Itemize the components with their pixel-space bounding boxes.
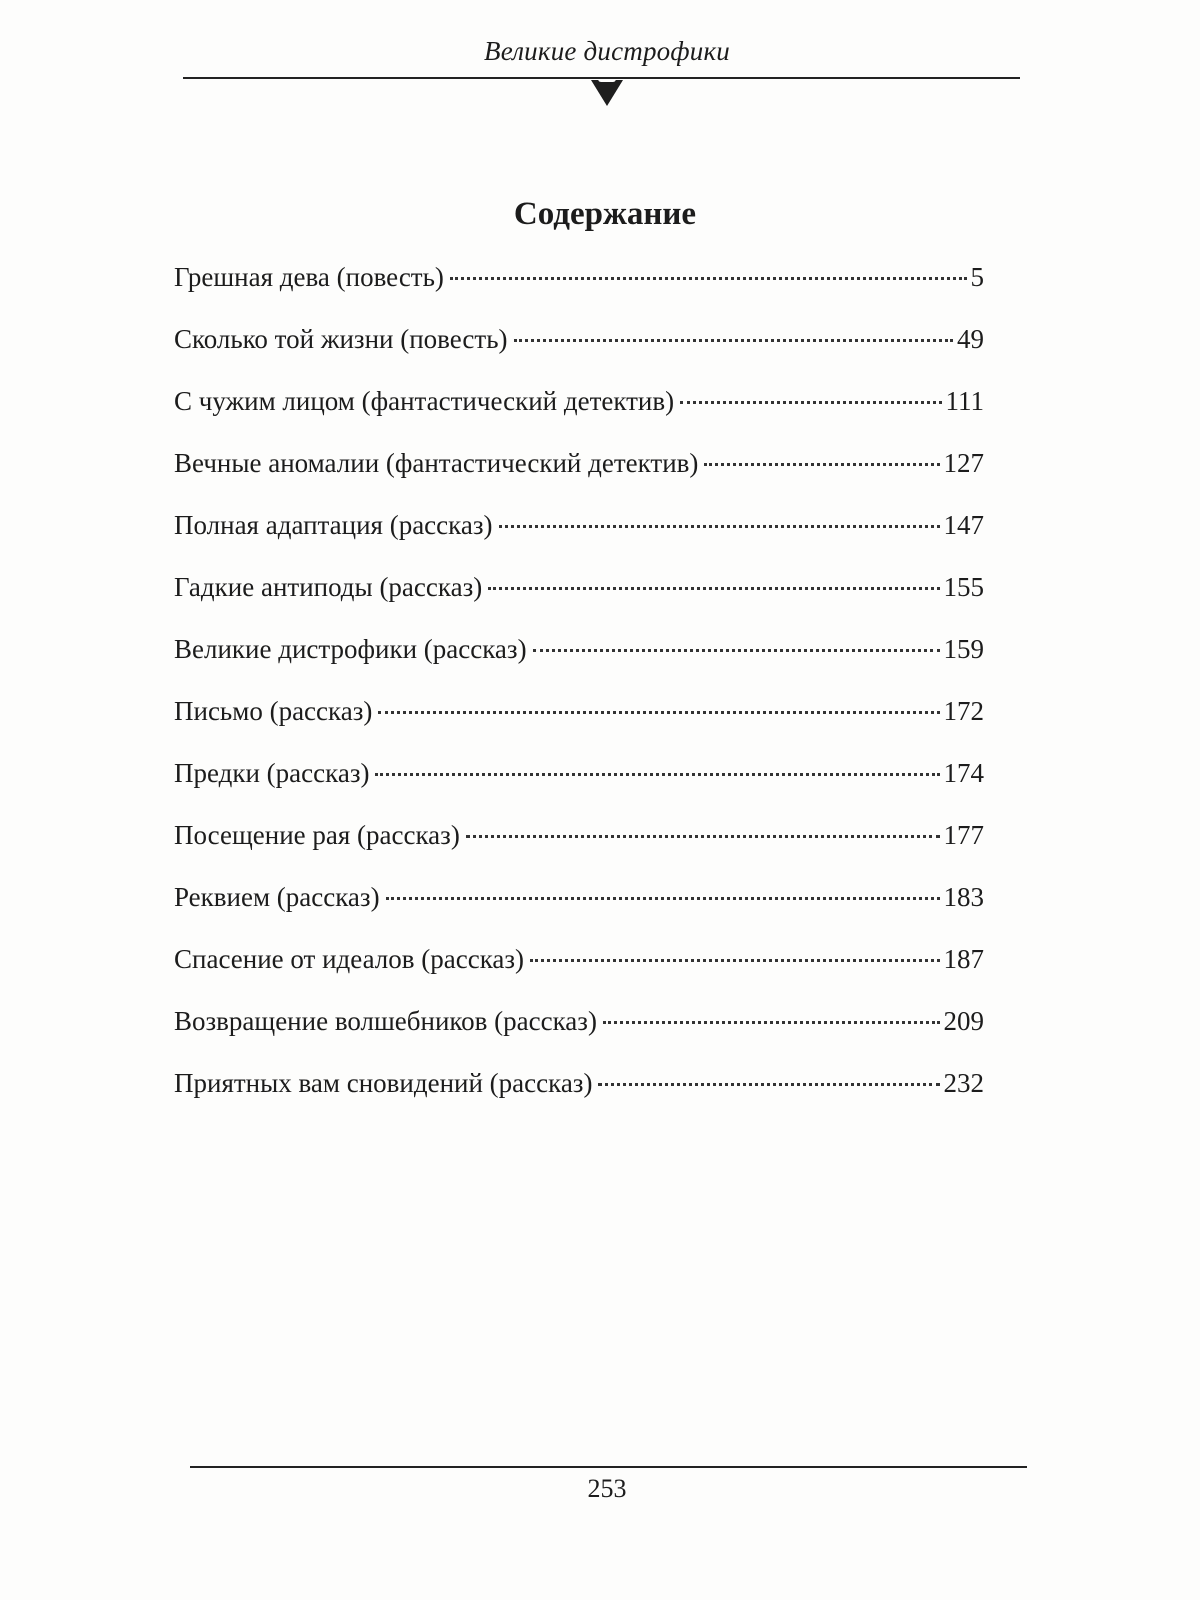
dot-leader xyxy=(514,339,953,342)
dot-leader xyxy=(680,401,941,404)
toc-entry-page: 183 xyxy=(943,882,984,912)
toc-entry-page: 232 xyxy=(943,1068,984,1098)
toc-entry xyxy=(174,448,984,510)
page-number: 253 xyxy=(587,1474,627,1503)
toc-entry-page: 174 xyxy=(943,758,984,788)
toc-entry-title: Полная адаптация (рассказ) xyxy=(174,510,493,540)
toc-entry-title: Гадкие антиподы (рассказ) xyxy=(174,572,483,602)
toc-entry-page: 159 xyxy=(943,634,984,664)
ornament-notch xyxy=(598,79,616,82)
toc-entry xyxy=(174,572,984,634)
toc-entry-page: 127 xyxy=(943,448,984,478)
toc-entry-page: 5 xyxy=(970,262,984,292)
toc-entry-title: Предки (рассказ) xyxy=(174,758,370,788)
toc-entry xyxy=(174,820,984,882)
dot-leader xyxy=(704,463,939,466)
toc-entry-page: 177 xyxy=(943,820,984,850)
toc-entry-page: 147 xyxy=(943,510,984,540)
toc-entry xyxy=(174,1068,984,1130)
toc-list xyxy=(174,262,984,1130)
running-header: Великие дистрофики xyxy=(484,36,730,66)
toc-entry-title: Грешная дева (повесть) xyxy=(174,262,444,292)
toc-entry-page: 172 xyxy=(943,696,984,726)
toc-entry-page: 111 xyxy=(945,386,984,416)
toc-entry xyxy=(174,696,984,758)
dot-leader xyxy=(466,835,940,838)
toc-entry xyxy=(174,324,984,386)
dot-leader xyxy=(488,587,939,590)
toc-entry-title: Приятных вам сновидений (рассказ) xyxy=(174,1068,593,1098)
toc-entry xyxy=(174,262,984,324)
toc-entry xyxy=(174,758,984,820)
toc-entry xyxy=(174,882,984,944)
toc-entry-title: Сколько той жизни (повесть) xyxy=(174,324,508,354)
dot-leader xyxy=(375,773,939,776)
dot-leader xyxy=(450,277,967,280)
toc-entry xyxy=(174,634,984,696)
dot-leader xyxy=(530,959,939,962)
dot-leader xyxy=(499,525,940,528)
toc-entry-title: Спасение от идеалов (рассказ) xyxy=(174,944,525,974)
toc-entry xyxy=(174,944,984,1006)
toc-entry-title: Реквием (рассказ) xyxy=(174,882,380,912)
triangle-ornament-icon xyxy=(591,80,623,106)
toc-entry-page: 155 xyxy=(943,572,984,602)
toc-entry-page: 49 xyxy=(957,324,984,354)
toc-entry-page: 187 xyxy=(943,944,984,974)
footer-rule xyxy=(190,1466,1027,1468)
dot-leader xyxy=(603,1021,940,1024)
toc-entry-title: Письмо (рассказ) xyxy=(174,696,373,726)
dot-leader xyxy=(378,711,939,714)
dot-leader xyxy=(598,1083,939,1086)
toc-entry-title: Посещение рая (рассказ) xyxy=(174,820,460,850)
toc-entry xyxy=(174,386,984,448)
dot-leader xyxy=(533,649,940,652)
toc-entry-title: С чужим лицом (фантастический детектив) xyxy=(174,386,675,416)
toc-entry-title: Возвращение волшебников (рассказ) xyxy=(174,1006,597,1036)
toc-entry xyxy=(174,1006,984,1068)
toc-entry-title: Великие дистрофики (рассказ) xyxy=(174,634,527,664)
toc-entry-page: 209 xyxy=(943,1006,984,1036)
toc-entry xyxy=(174,510,984,572)
dot-leader xyxy=(386,897,940,900)
toc-title: Содержание xyxy=(513,196,697,232)
toc-entry-title: Вечные аномалии (фантастический детектив) xyxy=(174,448,699,478)
